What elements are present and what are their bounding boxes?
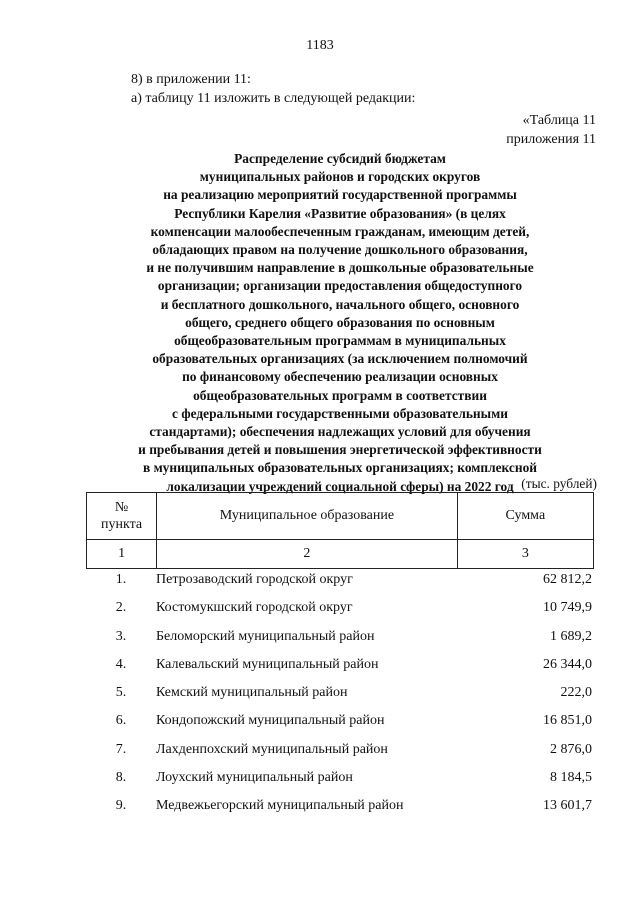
table-row [86,792,594,820]
title-line: с федеральными государственными образовательными [172,405,508,421]
row-amount: 62 812,2 [543,572,592,587]
row-amount: 222,0 [560,685,592,701]
row-number: 6. [115,713,127,729]
header-amount: Сумма [457,493,593,540]
title-line: общеобразовательных программ в соответствии [193,387,487,403]
title-line: организации; организации предоставления общедоступного [157,278,523,294]
table-row [86,623,594,651]
row-number: 9. [115,798,127,814]
title-line: на реализацию мероприятий государственной программы [163,187,517,203]
title-line: общего, среднего общего образования по основным [185,314,495,330]
table-row [86,679,594,707]
table-reference [506,111,596,149]
row-amount: 8 184,5 [550,770,592,786]
header-number [87,493,157,540]
row-number: 3. [115,628,127,644]
row-municipality: Петрозаводский городской округ [156,572,353,587]
title-line: локализации учреждений социальной сферы) на 2022 год [166,478,514,494]
header-row [87,493,594,540]
title-line: и не получившим направление в дошкольные образовательные [146,260,534,276]
column-number: 2 [157,540,458,569]
paragraph-subitem: а) таблицу 11 изложить в следующей редакции: [131,91,416,106]
row-municipality: Беломорский муниципальный район [156,628,375,644]
column-number: 1 [87,540,157,569]
column-number-row [87,540,594,569]
title-line: в муниципальных образовательных организациях; комплексной [142,460,538,476]
row-amount: 13 601,7 [543,798,592,814]
row-amount: 10 749,9 [543,600,592,616]
title-line: Распределение субсидий бюджетам [234,151,446,166]
row-number: 4. [115,656,127,672]
table-reference-line-1: «Таблица 11 [522,113,596,128]
paragraph-item: 8) в приложении 11: [131,72,251,87]
row-amount: 26 344,0 [543,656,592,672]
title-line: стандартами); обеспечения надлежащих условий для обучения [149,424,531,440]
row-number: 7. [115,741,127,757]
table-reference-line-2: приложения 11 [506,132,596,147]
table-row [86,651,594,679]
title-line: и бесплатного дошкольного, начального общего, основного [160,296,520,312]
row-municipality: Лахденпохский муниципальный район [156,741,388,757]
row-amount: 2 876,0 [550,741,592,757]
table-row [86,566,594,594]
row-amount: 16 851,0 [543,713,592,729]
row-municipality: Костомукшский городской округ [156,600,353,616]
row-municipality: Кемский муниципальный район [156,685,348,701]
title-line: по финансовому обеспечению реализации основных [182,369,498,385]
title-line: и пребывания детей и повышения энергетической эффективности [138,442,542,458]
page-number: 1183 [306,38,334,53]
column-number: 3 [457,540,593,569]
title-line: компенсации малообеспеченным гражданам, имеющим детей, [150,223,530,239]
row-municipality: Лоухский муниципальный район [156,770,353,786]
title-line: Республики Карелия «Развитие образования» (в целях [174,205,506,221]
row-number: 8. [115,770,127,786]
table-row [86,594,594,622]
row-municipality: Кондопожский муниципальный район [156,713,385,729]
table-header [86,492,594,569]
row-municipality: Калевальский муниципальный район [156,656,379,672]
table-row [86,764,594,792]
units-label: (тыс. рублей) [521,476,597,491]
table-body [86,566,594,821]
row-number: 5. [115,685,127,701]
row-number: 2. [115,600,127,616]
title-line: обладающих правом на получение дошкольного образования, [152,242,528,258]
table-row [86,707,594,735]
header-municipality: Муниципальное образование [157,493,458,540]
table-title [80,150,600,496]
title-line: муниципальных районов и городских округов [199,169,481,185]
header-number-line-1: № [114,500,129,515]
title-line: образовательных организациях (за исключением полномочий [152,351,528,367]
row-amount: 1 689,2 [550,628,592,644]
header-number-line-2: пункта [101,517,143,532]
table-row [86,736,594,764]
row-number: 1. [115,572,127,587]
title-line: общеобразовательным программам в муниципальных [174,333,506,349]
row-municipality: Медвежьегорский муниципальный район [156,798,404,814]
